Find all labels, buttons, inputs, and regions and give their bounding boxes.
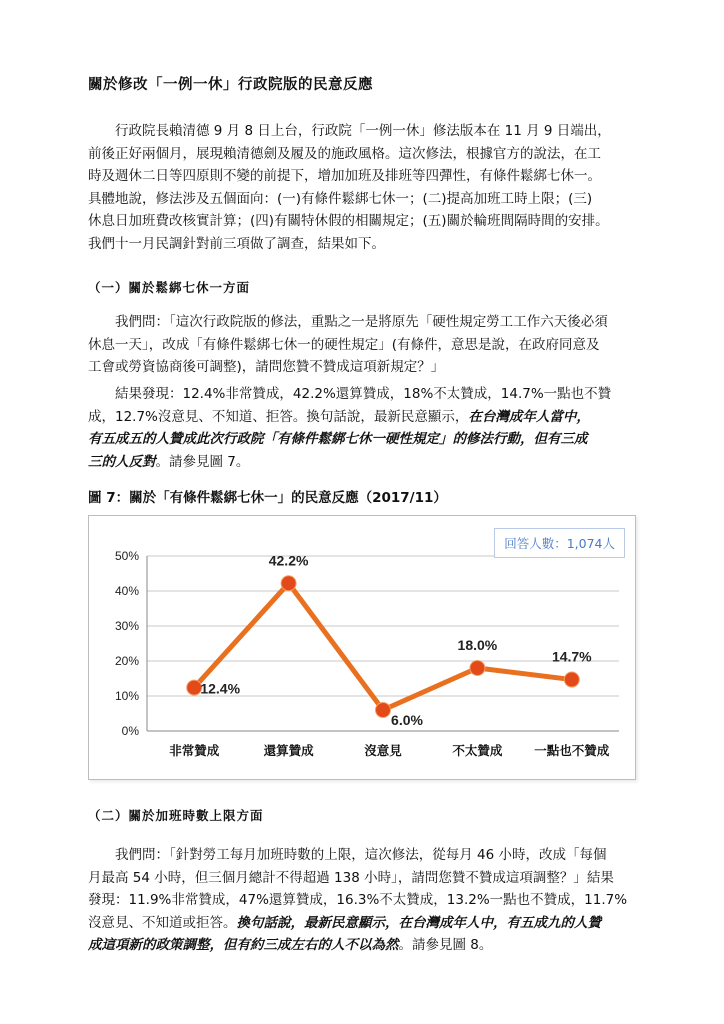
y-tick-label: 30% bbox=[114, 619, 139, 633]
result-text: 成，12.7%沒意見、不知道、拒答。換句話說，最新民意顯示， bbox=[88, 408, 469, 425]
series-line bbox=[194, 583, 572, 710]
paragraph-line: 發現：11.9%非常贊成，47%還算贊成，16.3%不太贊成，13.2%一點也不贊成，11.7% bbox=[88, 892, 628, 908]
intro-line: 具體地說，修法涉及五個面向：(一)有條件鬆綁七休一；(二)提高加班工時上限；(三) bbox=[88, 190, 593, 207]
result-emphasis: 在台灣成年人當中， bbox=[468, 408, 590, 425]
result-line bbox=[88, 406, 650, 429]
data-point bbox=[470, 661, 485, 676]
question-line: 休息一天」，改成「有條件鬆綁七休一的硬性規定」(有條件，意思是說，在政府同意及 bbox=[88, 336, 600, 353]
data-label: 18.0% bbox=[457, 637, 498, 653]
y-tick-label: 50% bbox=[114, 549, 139, 563]
result-paragraph-1 bbox=[88, 383, 650, 473]
x-tick-label: 非常贊成 bbox=[169, 743, 220, 758]
intro-line: 休息日加班費改核實計算；(四)有關特休假的相關規定；(五)關於輪班間隔時間的安排。 bbox=[88, 213, 609, 229]
y-tick-label: 20% bbox=[114, 654, 139, 668]
figure-caption: 圖 7：關於「有條件鬆綁七休一」的民意反應（2017/11） bbox=[88, 490, 447, 506]
result-line: 結果發現：12.4%非常贊成，42.2%還算贊成，18%不太贊成，14.7%一點也不贊 bbox=[115, 386, 612, 402]
paragraph-line: 月最高 54 小時，但三個月總計不得超過 138 小時」，請問您贊不贊成這項調整？」結果 bbox=[88, 869, 614, 886]
question-line: 我們問：「這次行政院版的修法，重點之一是將原先「硬性規定勞工工作六天後必須 bbox=[115, 314, 608, 330]
data-label: 6.0% bbox=[391, 712, 423, 728]
intro-line: 前後正好兩個月，展現賴清德劍及履及的施政風格。這次修法，根據官方的說法，在工 bbox=[88, 145, 601, 162]
data-label: 14.7% bbox=[551, 648, 592, 665]
x-tick-label: 還算贊成 bbox=[263, 743, 314, 758]
paragraph-line: 我們問：「針對勞工每月加班時數的上限，這次修法，從每月 46 小時，改成「每個 bbox=[115, 847, 607, 863]
x-tick-label: 不太贊成 bbox=[452, 743, 503, 758]
x-tick-label: 一點也不贊成 bbox=[534, 743, 610, 758]
data-point bbox=[376, 703, 391, 718]
section-heading-1: （一）關於鬆綁七休一方面 bbox=[88, 280, 251, 295]
intro-line: 行政院長賴清德 9 月 8 日上台，行政院「一例一休」修法版本在 11 月 9 日端出， bbox=[115, 123, 611, 139]
data-point bbox=[564, 672, 579, 687]
y-tick-label: 0% bbox=[121, 724, 139, 738]
data-point bbox=[281, 576, 296, 591]
respondent-count: 回答人數：1,074人 bbox=[494, 528, 625, 558]
intro-paragraph bbox=[88, 120, 650, 255]
question-paragraph-1 bbox=[88, 311, 650, 379]
paragraph-line bbox=[88, 912, 650, 935]
intro-line: 時及週休二日等四原則不變的前提下，增加加班及排班等四彈性，有條件鬆綁七休一。 bbox=[88, 168, 601, 184]
paragraph-text: 。請參見圖 8。 bbox=[398, 937, 493, 953]
y-tick-label: 40% bbox=[114, 584, 139, 598]
x-tick-label: 沒意見 bbox=[364, 743, 402, 758]
question-line: 工會或勞資協商後可調整)，請問您贊不贊成這項新規定？」 bbox=[88, 359, 445, 375]
paragraph-emphasis: 成這項新的政策調整，但有約三成左右的人不以為然 bbox=[88, 937, 399, 953]
page-title: 關於修改「一例一休」行政院版的民意反應 bbox=[88, 77, 373, 93]
result-emphasis: 三的人反對 bbox=[88, 453, 156, 470]
y-tick-label: 10% bbox=[114, 689, 139, 703]
paragraph-line bbox=[88, 934, 650, 957]
result-emphasis-line: 有五成五的人贊成此次行政院「有條件鬆綁七休一硬性規定」的修法行動，但有三成 bbox=[88, 431, 588, 447]
intro-line: 我們十一月民調針對前三項做了調查，結果如下。 bbox=[88, 235, 385, 252]
paragraph-text: 沒意見、不知道或拒答。 bbox=[88, 914, 237, 931]
data-label: 12.4% bbox=[200, 680, 241, 697]
data-label: 42.2% bbox=[268, 552, 309, 569]
section-heading-2: （二）關於加班時數上限方面 bbox=[88, 808, 264, 823]
line-chart bbox=[88, 515, 636, 780]
result-text: 。請參見圖 7。 bbox=[155, 453, 250, 470]
result-line bbox=[88, 451, 650, 474]
paragraph-emphasis: 換句話說，最新民意顯示，在台灣成年人中，有五成九的人贊 bbox=[236, 914, 601, 931]
paragraph-2 bbox=[88, 844, 650, 957]
